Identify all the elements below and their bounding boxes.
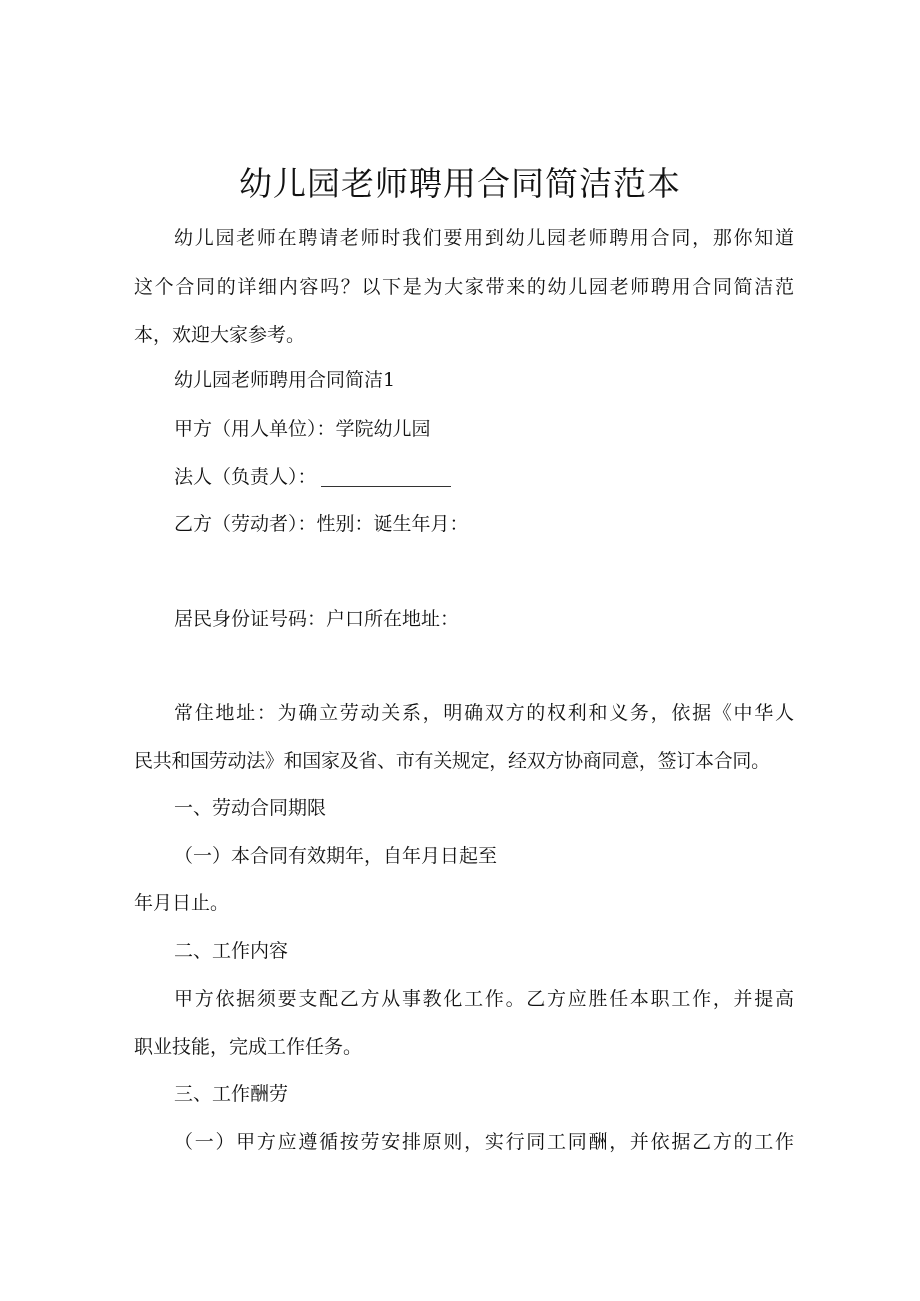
legal-person-label: 法人（负责人）：	[174, 466, 317, 488]
residence-paragraph-line-1: 常住地址：为确立劳动关系，明确双方的权利和义务，依据《中华人	[174, 702, 794, 724]
clause-2-heading: 二、工作内容	[174, 940, 289, 962]
clause-1-heading: 一、劳动合同期限	[174, 797, 327, 819]
clause-1-item-1-line-2: 年月日止。	[134, 892, 230, 914]
legal-person-blank	[321, 486, 451, 487]
intro-paragraph-line-3: 本，欢迎大家参考。	[134, 324, 306, 346]
party-b-line: 乙方（劳动者）：性别：诞生年月：	[174, 513, 469, 535]
legal-person-line	[134, 454, 794, 500]
id-address-line: 居民身份证号码：户口所在地址：	[174, 608, 460, 630]
clause-3-item-1-line-1: （一）甲方应遵循按劳安排原则，实行同工同酬，并依据乙方的工作	[174, 1131, 794, 1153]
clause-3-heading: 三、工作酬劳	[174, 1083, 289, 1105]
party-a-line: 甲方（用人单位）：学院幼儿园	[174, 418, 431, 440]
residence-paragraph-line-2: 民共和国劳动法》和国家及省、市有关规定，经双方协商同意，签订本合同。	[134, 750, 770, 772]
intro-paragraph-line-2: 这个合同的详细内容吗？以下是为大家带来的幼儿园老师聘用合同简洁范	[134, 276, 794, 298]
clause-1-item-1-line-1: （一）本合同有效期年，自年月日起至	[174, 845, 498, 867]
intro-paragraph-line-1: 幼儿园老师在聘请老师时我们要用到幼儿园老师聘用合同，那你知道	[174, 227, 794, 249]
clause-2-body-line-2: 职业技能，完成工作任务。	[134, 1036, 363, 1058]
document-title: 幼儿园老师聘用合同简洁范本	[239, 164, 681, 204]
clause-2-body-line-1: 甲方依据须要支配乙方从事教化工作。乙方应胜任本职工作，并提高	[174, 988, 794, 1010]
section-heading: 幼儿园老师聘用合同简洁1	[174, 369, 396, 391]
